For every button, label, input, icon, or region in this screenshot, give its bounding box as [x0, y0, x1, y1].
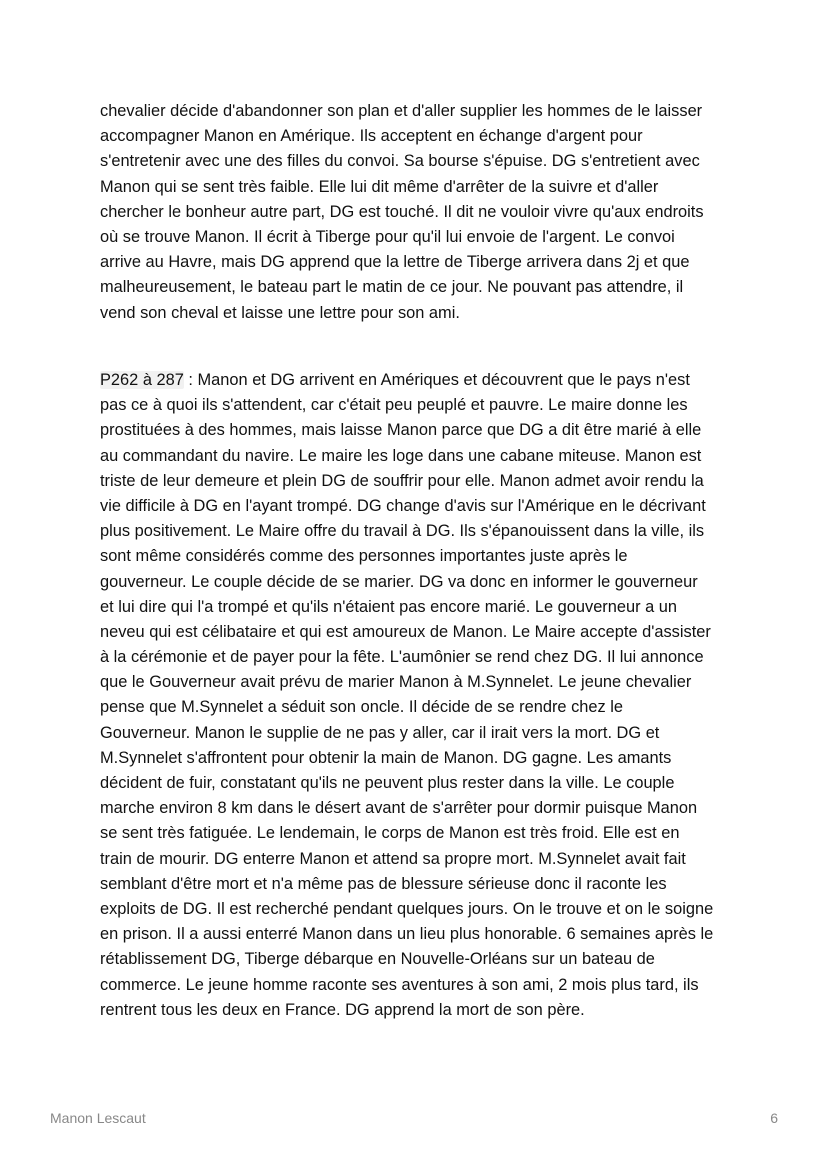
- text-line: Manon qui se sent très faible. Elle lui dit même d'arrêter de la suivre et d'aller: [100, 177, 659, 196]
- paragraph-summary-p262-287: [100, 368, 740, 1023]
- text-line: neveu qui est célibataire et qui est amoureux de Manon. Le Maire accepte d'assister: [100, 622, 711, 641]
- text-line: et lui dire qui l'a trompé et qu'ils n'étaient pas encore marié. Le gouverneur a un: [100, 597, 678, 616]
- text-line-first: [100, 368, 740, 393]
- text-line: M.Synnelet s'affrontent pour obtenir la main de Manon. DG gagne. Les amants: [100, 748, 672, 767]
- text-line: s'entretenir avec une des filles du convoi. Sa bourse s'épuise. DG s'entretient avec: [100, 152, 700, 171]
- text-line: sont même considérés comme des personnes importantes juste après le: [100, 547, 628, 566]
- text-line: au commandant du navire. Le maire les loge dans une cabane miteuse. Manon est: [100, 446, 702, 465]
- text-line: se sent très fatiguée. Le lendemain, le corps de Manon est très froid. Elle est en: [100, 824, 680, 843]
- text-line: exploits de DG. Il est recherché pendant quelques jours. On le trouve et on le soigne: [100, 899, 714, 918]
- text-line: malheureusement, le bateau part le matin de ce jour. Ne pouvant pas attendre, il: [100, 278, 684, 297]
- text-line: commerce. Le jeune homme raconte ses aventures à son ami, 2 mois plus tard, ils: [100, 975, 699, 994]
- text-line: semblant d'être mort et n'a même pas de blessure sérieuse donc il raconte les: [100, 874, 667, 893]
- text-line: marche environ 8 km dans le désert avant de s'arrêter pour dormir puisque Manon: [100, 799, 698, 818]
- page-reference-label: P262 à 287: [100, 371, 184, 389]
- text-line: triste de leur demeure et plein DG de souffrir pour elle. Manon admet avoir rendu la: [100, 471, 704, 490]
- text-line: où se trouve Manon. Il écrit à Tiberge pour qu'il lui envoie de l'argent. Le convoi: [100, 227, 675, 246]
- text-line: Gouverneur. Manon le supplie de ne pas y aller, car il irait vers la mort. DG et: [100, 723, 660, 742]
- text-line: chercher le bonheur autre part, DG est touché. Il dit ne vouloir vivre qu'aux endroits: [100, 202, 704, 221]
- text-line: que le Gouverneur avait prévu de marier Manon à M.Synnelet. Le jeune chevalier: [100, 673, 692, 692]
- text-line: plus positivement. Le Maire offre du travail à DG. Ils s'épanouissent dans la ville, ils: [100, 522, 705, 541]
- text-line: rétablissement DG, Tiberge débarque en Nouvelle-Orléans sur un bateau de: [100, 950, 655, 969]
- text-line: rentrent tous les deux en France. DG apprend la mort de son père.: [100, 1000, 585, 1019]
- text-line: arrive au Havre, mais DG apprend que la lettre de Tiberge arrivera dans 2j et que: [100, 253, 690, 272]
- text-line-rest: : Manon et DG arrivent en Amériques et découvrent que le pays n'est: [183, 371, 690, 389]
- text-line: vie difficile à DG en l'ayant trompé. DG change d'avis sur l'Amérique en le décrivant: [100, 496, 706, 515]
- text-line: train de mourir. DG enterre Manon et attend sa propre mort. M.Synnelet avait fait: [100, 849, 686, 868]
- footer-page-number: 6: [770, 1110, 778, 1126]
- text-line: en prison. Il a aussi enterré Manon dans un lieu plus honorable. 6 semaines après le: [100, 925, 714, 944]
- text-line: gouverneur. Le couple décide de se marier. DG va donc en informer le gouverneur: [100, 572, 698, 591]
- text-line: accompagner Manon en Amérique. Ils acceptent en échange d'argent pour: [100, 127, 643, 146]
- text-line: pas ce à quoi ils s'attendent, car c'était peu peuplé et pauvre. Le maire donne les: [100, 396, 688, 415]
- text-line: décident de fuir, constatant qu'ils ne peuvent plus rester dans la ville. Le couple: [100, 774, 675, 792]
- footer-document-title: Manon Lescaut: [50, 1110, 146, 1126]
- text-line: prostituées à des hommes, mais laisse Manon parce que DG a dit être marié à elle: [100, 421, 702, 440]
- paragraph-continuation: [100, 99, 740, 326]
- text-line: pense que M.Synnelet a séduit son oncle. Il décide de se rendre chez le: [100, 698, 624, 717]
- text-line: vend son cheval et laisse une lettre pour son ami.: [100, 303, 460, 322]
- text-line: chevalier décide d'abandonner son plan et d'aller supplier les hommes de le laisser: [100, 102, 703, 120]
- text-line: à la cérémonie et de payer pour la fête. L'aumônier se rend chez DG. Il lui annonce: [100, 648, 704, 667]
